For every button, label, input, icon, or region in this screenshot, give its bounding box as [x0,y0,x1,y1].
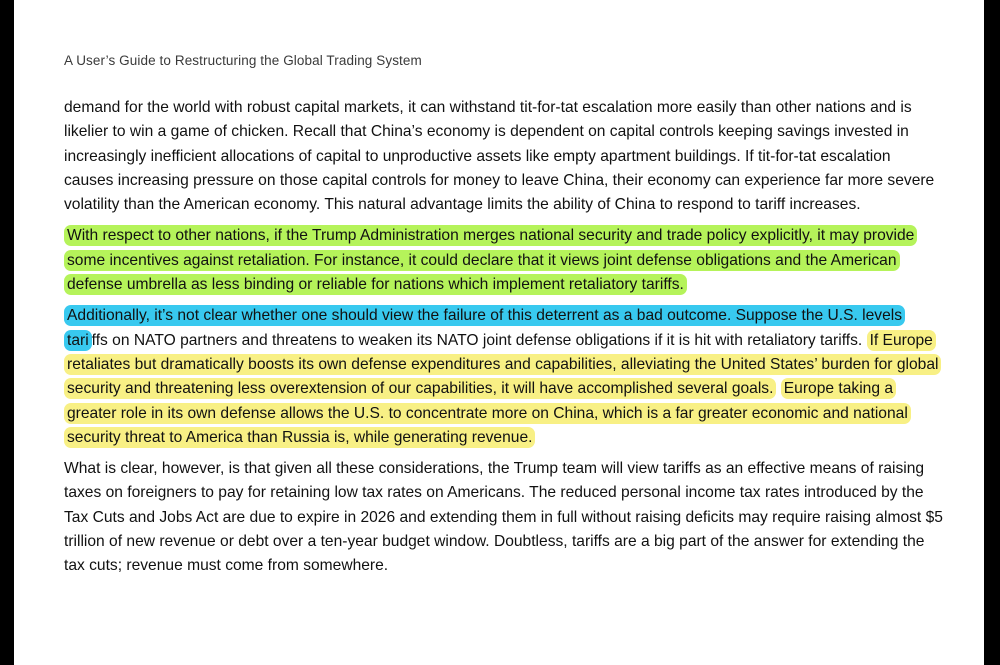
highlight-blue[interactable]: Additionally, it’s not clear whether one should view the failure of this deterrent as a bad outcome. Suppose the U.S. levels tari [64,305,905,350]
paragraph-1[interactable]: demand for the world with robust capital markets, it can withstand tit-for-tat escalation more easily than other nations and is likelier to win a game of chicken. Recall that China’s economy is dependent on capital controls keeping savings invested in increasingly inefficient allocations of capital to unproductive assets like empty apartment buildings. If tit-for-tat escalation causes increasing pressure on those capital controls for money to leave China, their economy can experience far more severe volatility than the American economy. This natural advantage limits the ability of China to respond to tariff increases. [64,99,935,214]
highlight-yellow-1[interactable]: If Europe retaliates but dramatically boosts its own defense expenditures and capabilities, alleviating the United States’ burden for global security and threatening less overextension of our capabilities, it will have accomplished several goals. [64,330,941,400]
paragraph-4[interactable]: What is clear, however, is that given all these considerations, the Trump team will view tariffs as an effective means of raising taxes on foreigners to pay for retaining low tax rates on Americans. The reduced personal income tax rates introduced by the Tax Cuts and Jobs Act are due to expire in 2026 and extending them in full without raising deficits may require raising almost $5 trillion of new revenue or debt over a ten-year budget window. Doubtless, tariffs are a big part of the answer for extending the tax cuts; revenue must come from somewhere. [64,460,943,575]
paragraph-2[interactable] [64,224,944,297]
highlight-green[interactable]: With respect to other nations, if the Trump Administration merges national security and trade policy explicitly, it may provide some incentives against retaliation. For instance, it could declare that it views joint defense obligations and the American defense umbrella as less binding or reliable for nations which implement retaliatory tariffs. [64,225,917,295]
paragraph-3[interactable] [64,304,944,450]
highlight-yellow-2[interactable]: Europe taking a greater role in its own defense allows the U.S. to concentrate more on China, which is a far greater economic and national security threat to America than Russia is, while generating revenue. [64,378,911,448]
document-body [64,96,944,586]
running-header: A User’s Guide to Restructuring the Global Trading System [64,53,422,68]
document-page [14,0,984,665]
plain-text: ffs on NATO partners and threatens to weaken its NATO joint defense obligations if it is hit with retaliatory tariffs. [91,331,863,349]
